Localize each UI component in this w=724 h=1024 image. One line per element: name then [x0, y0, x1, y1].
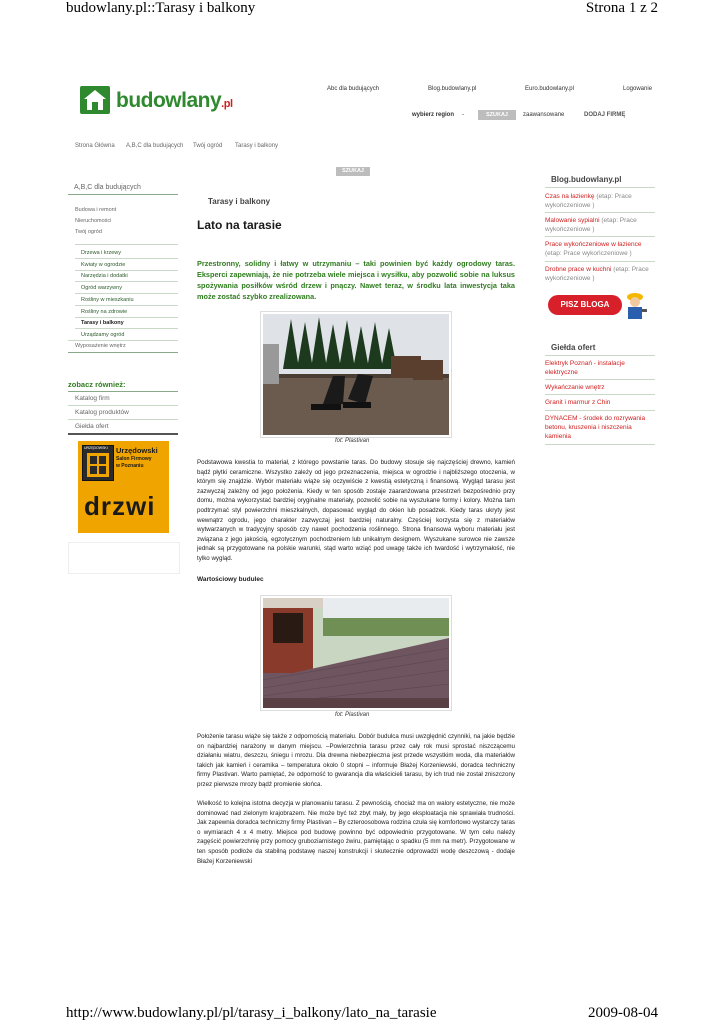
see-also-products[interactable]: Katalog produktów: [75, 409, 129, 416]
nav-login[interactable]: Logowanie: [623, 86, 653, 92]
write-blog-button[interactable]: [548, 291, 648, 321]
subitem-arrange[interactable]: Urządzamy ogród: [81, 332, 125, 338]
worker-icon: [622, 291, 648, 321]
divider: [545, 379, 655, 380]
divider: [75, 293, 178, 294]
blog-heading[interactable]: Blog.budowlany.pl: [551, 175, 622, 184]
blog-item[interactable]: [545, 216, 657, 234]
divider: [75, 258, 178, 259]
sidebar-item-realestate[interactable]: Nieruchomości: [75, 218, 112, 224]
divider: [545, 187, 655, 188]
blog-item[interactable]: [545, 265, 657, 283]
divider: [545, 355, 655, 356]
article-lead: Przestronny, solidny i łatwy w utrzymaniu – taki powinien być każdy ogrodowy taras. Eksperci zapewniają, że nie potrzeba wiele miejsca i wysiłku, aby pozwolić sobie na luksus spożywania posiłków wśród drzew i pnączy. Nawet teraz, w środku lata inwestycja taka może zostać szybko zrealizowana.: [197, 259, 515, 301]
article-paragraph-2: Położenie tarasu wiąże się także z odpornością materiału. Dobór budulca musi uwzględnić czynniki, na jakie będzie on najbardziej narażony w danym miejscu. –Powierzchnia tarasu przez cały rok musi sprostać niszczącemu działaniu wiatru, deszczu, śniegu i mrozu. Dla drewna niebezpieczna jest przede wszystkim woda, dla materiałów takich jak kamień i ceramika – temperatura około 0 stopni – informuje Błażej Korzeniewski, doradca techniczny firmy Plastivan. Warto pamiętać, że odporność to gwarancja dla właścicieli tarasu, by ich trud nie został zniszczony przez pierwsze mrozy bądź promienie słońca.: [197, 733, 515, 788]
nav-euro[interactable]: Euro.budowlany.pl: [525, 86, 574, 92]
nav-blog[interactable]: Blog.budowlany.pl: [428, 86, 477, 92]
blog-item-title[interactable]: Drobne prace w kuchni: [545, 266, 612, 273]
article-paragraph-3: Wielkość to kolejna istotna decyzja w planowaniu tarasu. Z pewnością, chociaż ma on walory estetyczne, nie może dominować nad zielonym krajobrazem. Nie może być też zbyt mały, by jego eksploatacja nie sprawiała trudności. Jak zapewnia doradca techniczny firmy Plastivan – By czteroosobowa rodzina czuła się komfortowo wystarczy taras o wymiarach 4 x 4 metry. Miejsce pod budowę powinno być odpowiednio przygotowane. W tym celu należy zagęścić powierzchnię przy pomocy gruboziarnistego żwiru, pamiętając o spadku (5 mm na metr). Przygotowane w ten sposób podłoże da stabilną podstawę naszej konstrukcji i skutecznie odprowadzi wodę deszczową - dodaje Błażej Korzeniewski: [197, 800, 515, 865]
ad-line2: Salon Firmowy: [116, 456, 152, 462]
region-label: wybierz region: [412, 112, 455, 118]
print-footer-url: http://www.budowlany.pl/pl/tarasy_i_balkony/lato_na_tarasie: [66, 1005, 437, 1021]
site-logo[interactable]: [80, 86, 233, 116]
breadcrumb-garden[interactable]: Twój ogród: [193, 143, 223, 149]
blog-item[interactable]: [545, 192, 657, 210]
divider: [545, 236, 655, 237]
ad-tag: URZĘDOWSKI: [84, 446, 108, 450]
add-company-link[interactable]: DODAJ FIRMĘ: [584, 112, 626, 118]
write-blog-label: PISZ BLOGA: [548, 295, 622, 315]
breadcrumb-terraces[interactable]: Tarasy i balkony: [235, 143, 279, 149]
photo-caption-2: fot: Plastivan: [335, 712, 370, 718]
region-select[interactable]: -: [462, 112, 464, 118]
empty-box: [68, 542, 180, 574]
subitem-indoor[interactable]: Rośliny w mieszkaniu: [81, 297, 134, 303]
divider: [75, 305, 178, 306]
ad-line3: w Poznaniu: [116, 463, 144, 469]
blog-item-title[interactable]: Malowanie sypialni: [545, 217, 600, 224]
print-footer-date: 2009-08-04: [588, 1005, 658, 1021]
sidebar-heading[interactable]: A,B,C dla budujących: [74, 184, 141, 191]
divider: [68, 352, 178, 353]
terrace-photo-1: [260, 311, 452, 438]
see-also-heading: zobacz również:: [68, 380, 126, 389]
blog-item-meta: (etap: Prace wykończeniowe ): [545, 250, 632, 257]
advanced-search-link[interactable]: zaawansowane: [523, 112, 565, 118]
divider: [68, 419, 178, 420]
blog-item-meta: (etap: Prace wykończeniowe ): [545, 217, 637, 233]
ad-big-text: drzwi: [84, 491, 156, 521]
logo-suffix: .pl: [221, 98, 233, 110]
blog-item-title[interactable]: Prace wykończeniowe w łazience: [545, 241, 642, 248]
offers-heading: Giełda ofert: [551, 343, 596, 352]
blog-item-meta: (etap: Prace wykończeniowe ): [545, 193, 632, 209]
page-title: Lato na tarasie: [197, 218, 282, 232]
ad-banner-doors[interactable]: [78, 441, 169, 533]
subitem-tools[interactable]: Narzędzia i dodatki: [81, 273, 128, 279]
divider: [75, 244, 178, 245]
article-category: Tarasy i balkony: [208, 197, 271, 206]
sidebar-item-interior[interactable]: Wyposażenie wnętrz: [75, 343, 126, 349]
article-paragraph-1: Podstawowa kwestia to materiał, z którego powstanie taras. Do budowy stosuje się najczęściej drewno, kamień bądź płytki ceramiczne. Wszystko zależy od jego przeznaczenia, miejsca w ogrodzie i najbliższego otoczenia, w którym się znajdzie. Wybór materiału wiąże się oczywiście z kwestią estetyczną i finansową. Wygląd tarasu jest zazwyczaj zależny od jego położenia. Kiedy w ten sposób zostaje zaaranżowana przestrzeń bezpośrednio przy domu, można wykorzystać bardziej oryginalne materiały, pozwolić sobie na wyszukane formy i kolory. Można tam podtrzymać styl powierzchni mieszkalnych, dopasować wygląd do okien lub posadzek. Kiedy taras ukryty jest wewnątrz ogrodu, jego charakter zazwyczaj jest bardziej naturalny. Częściej korzysta się z materiałów wytwarzanych w tradycyjny sposób czy nawet pochodzenia roślinnego. Strona finansowa wyboru materiału jest związana z jego jakością, egzotycznym pochodzeniem lub unikalnym designem. Wyszukane surowce nie zawsze jednak są przygotowane na polskie warunki, stąd warto wziąć pod uwagę także ich twardość i wytrzymałość, nie tylko wygląd.: [197, 459, 515, 562]
subitem-vegetables[interactable]: Ogród warzywny: [81, 285, 122, 291]
breadcrumb-abc[interactable]: A,B,C dla budujących: [126, 143, 184, 149]
blog-item-title[interactable]: Czas na łazienkę: [545, 193, 595, 200]
print-header-page: Strona 1 z 2: [585, 0, 658, 16]
divider: [68, 194, 178, 195]
door-logo-icon: [82, 445, 114, 481]
print-header-title: budowlany.pl::Tarasy i balkony: [66, 0, 256, 16]
offer-item[interactable]: Granit i marmur z Chin: [545, 399, 611, 406]
blog-item[interactable]: [545, 240, 657, 258]
divider: [68, 405, 178, 406]
nav-abc[interactable]: Abc dla budujących: [327, 86, 380, 92]
offer-item[interactable]: Elektryk Poznań - instalacje elektryczne: [545, 360, 625, 376]
divider: [68, 391, 178, 392]
offer-item[interactable]: DYNACEM - środek do rozrywania betonu, kruszenia i niszczenia kamienia: [545, 415, 646, 440]
subitem-flowers[interactable]: Kwiaty w ogrodzie: [81, 262, 126, 268]
divider: [75, 328, 178, 329]
divider: [545, 410, 655, 411]
subitem-terraces-active[interactable]: Tarasy i balkony: [81, 320, 124, 326]
house-icon: [80, 86, 110, 114]
logo-text: budowlany: [116, 89, 222, 112]
sidebar-item-garden[interactable]: Twój ogród: [75, 229, 102, 235]
divider: [545, 394, 655, 395]
breadcrumb-home[interactable]: Strona Główna: [75, 143, 115, 149]
article-subheading: Wartościowy budulec: [197, 576, 264, 583]
divider: [545, 212, 655, 213]
divider: [75, 317, 178, 318]
divider: [545, 444, 655, 445]
see-also-firms[interactable]: Katalog firm: [75, 395, 110, 402]
see-also-offers[interactable]: Giełda ofert: [75, 423, 109, 430]
divider: [75, 281, 178, 282]
divider: [68, 340, 178, 341]
terrace-photo-2: [260, 595, 452, 711]
blog-item-meta: (etap: Prace wykończeniowe ): [545, 266, 649, 282]
subitem-health[interactable]: Rośliny na zdrowie: [81, 309, 128, 315]
divider: [545, 261, 655, 262]
search-button[interactable]: SZUKAJ: [478, 110, 516, 120]
search-button-2[interactable]: SZUKAJ: [336, 167, 370, 176]
photo-caption-1: fot: Plastivan: [335, 438, 370, 444]
divider: [75, 270, 178, 271]
sidebar-item-build[interactable]: Budowa i remont: [75, 207, 117, 213]
divider: [68, 433, 178, 435]
subitem-trees[interactable]: Drzewa i krzewy: [81, 250, 122, 256]
offer-item[interactable]: Wykańczanie wnętrz: [545, 384, 605, 391]
ad-title: Urzędowski: [116, 446, 158, 455]
